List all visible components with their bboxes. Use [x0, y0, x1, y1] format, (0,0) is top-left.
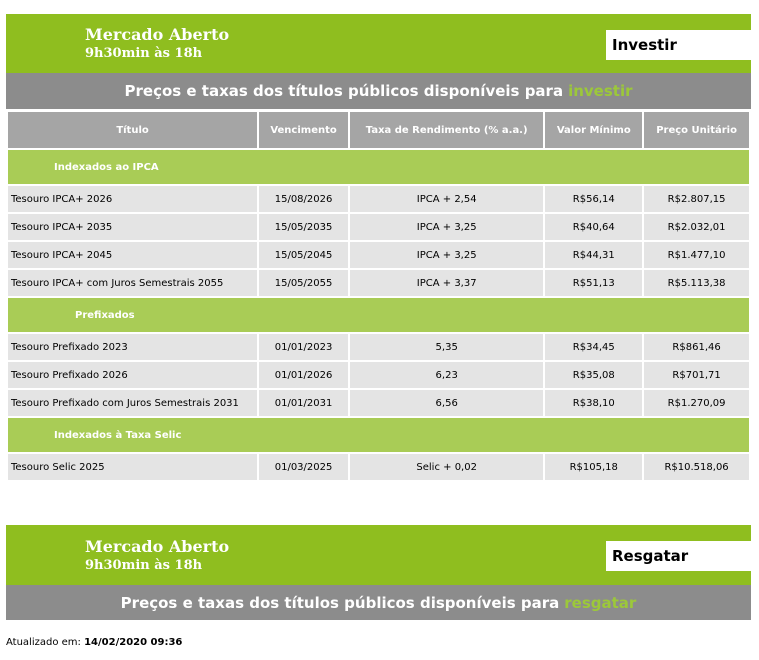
redeem-tab[interactable]: Resgatar [606, 541, 751, 571]
col-header-min-value: Valor Mínimo [544, 111, 643, 149]
bond-title: Tesouro IPCA+ com Juros Semestrais 2055 [7, 269, 258, 297]
bond-title: Tesouro IPCA+ 2035 [7, 213, 258, 241]
table-row[interactable] [7, 185, 750, 213]
invest-tab[interactable]: Investir [606, 30, 751, 60]
bond-rate: Selic + 0,02 [349, 453, 544, 481]
market-status: Mercado Aberto [85, 25, 230, 44]
redeem-heading-text: Preços e taxas dos títulos públicos disponíveis para [120, 593, 560, 612]
table-row[interactable] [7, 361, 750, 389]
col-header-title: Título [7, 111, 258, 149]
bond-rate: 6,23 [349, 361, 544, 389]
bond-maturity: 01/03/2025 [258, 453, 349, 481]
market-status-bar-redeem [6, 525, 751, 585]
bond-title: Tesouro IPCA+ 2026 [7, 185, 258, 213]
bond-title: Tesouro Prefixado 2023 [7, 333, 258, 361]
table-row[interactable] [7, 333, 750, 361]
bond-title: Tesouro Prefixado com Juros Semestrais 2031 [7, 389, 258, 417]
group-row-selic [7, 417, 750, 453]
bond-min-value: R$105,18 [544, 453, 643, 481]
bond-min-value: R$51,13 [544, 269, 643, 297]
bond-unit-price: R$2.032,01 [643, 213, 750, 241]
group-row-ipca [7, 149, 750, 185]
bond-rate: IPCA + 2,54 [349, 185, 544, 213]
bond-rate: IPCA + 3,25 [349, 213, 544, 241]
last-updated-value: 14/02/2020 09:36 [84, 637, 183, 648]
bond-maturity: 15/08/2026 [258, 185, 349, 213]
bond-maturity: 15/05/2055 [258, 269, 349, 297]
redeem-heading [6, 585, 751, 620]
invest-heading-accent: investir [568, 82, 633, 100]
bond-rate: 6,56 [349, 389, 544, 417]
bond-min-value: R$44,31 [544, 241, 643, 269]
group-label: Indexados à Taxa Selic [7, 417, 750, 453]
table-row[interactable] [7, 241, 750, 269]
bond-title: Tesouro IPCA+ 2045 [7, 241, 258, 269]
bond-min-value: R$35,08 [544, 361, 643, 389]
group-label: Prefixados [7, 297, 750, 333]
bond-min-value: R$56,14 [544, 185, 643, 213]
bond-unit-price: R$2.807,15 [643, 185, 750, 213]
bond-title: Tesouro Prefixado 2026 [7, 361, 258, 389]
bond-maturity: 01/01/2026 [258, 361, 349, 389]
bond-maturity: 01/01/2023 [258, 333, 349, 361]
table-row[interactable] [7, 453, 750, 481]
bond-rate: IPCA + 3,37 [349, 269, 544, 297]
bond-min-value: R$40,64 [544, 213, 643, 241]
bond-unit-price: R$1.477,10 [643, 241, 750, 269]
table-row[interactable] [7, 269, 750, 297]
group-label: Indexados ao IPCA [7, 149, 750, 185]
market-status: Mercado Aberto [85, 537, 230, 556]
bond-unit-price: R$5.113,38 [643, 269, 750, 297]
invest-heading [6, 73, 751, 109]
table-row[interactable] [7, 213, 750, 241]
bond-title: Tesouro Selic 2025 [7, 453, 258, 481]
bonds-table [6, 110, 751, 482]
bond-min-value: R$38,10 [544, 389, 643, 417]
redeem-heading-accent: resgatar [564, 593, 637, 612]
market-hours: 9h30min às 18h [85, 558, 203, 573]
last-updated-label: Atualizado em: [6, 637, 81, 648]
bond-unit-price: R$861,46 [643, 333, 750, 361]
table-header-row [7, 111, 750, 149]
bond-rate: IPCA + 3,25 [349, 241, 544, 269]
bond-maturity: 15/05/2045 [258, 241, 349, 269]
bond-min-value: R$34,45 [544, 333, 643, 361]
bond-maturity: 15/05/2035 [258, 213, 349, 241]
invest-heading-text: Preços e taxas dos títulos públicos disponíveis para [124, 82, 564, 100]
bond-maturity: 01/01/2031 [258, 389, 349, 417]
table-row[interactable] [7, 389, 750, 417]
market-status-bar-invest [6, 14, 751, 73]
col-header-maturity: Vencimento [258, 111, 349, 149]
market-hours: 9h30min às 18h [85, 46, 203, 61]
last-updated [6, 637, 182, 648]
group-row-prefixados [7, 297, 750, 333]
bond-rate: 5,35 [349, 333, 544, 361]
bond-unit-price: R$1.270,09 [643, 389, 750, 417]
col-header-rate: Taxa de Rendimento (% a.a.) [349, 111, 544, 149]
bond-unit-price: R$701,71 [643, 361, 750, 389]
bond-unit-price: R$10.518,06 [643, 453, 750, 481]
col-header-unit-price: Preço Unitário [643, 111, 750, 149]
